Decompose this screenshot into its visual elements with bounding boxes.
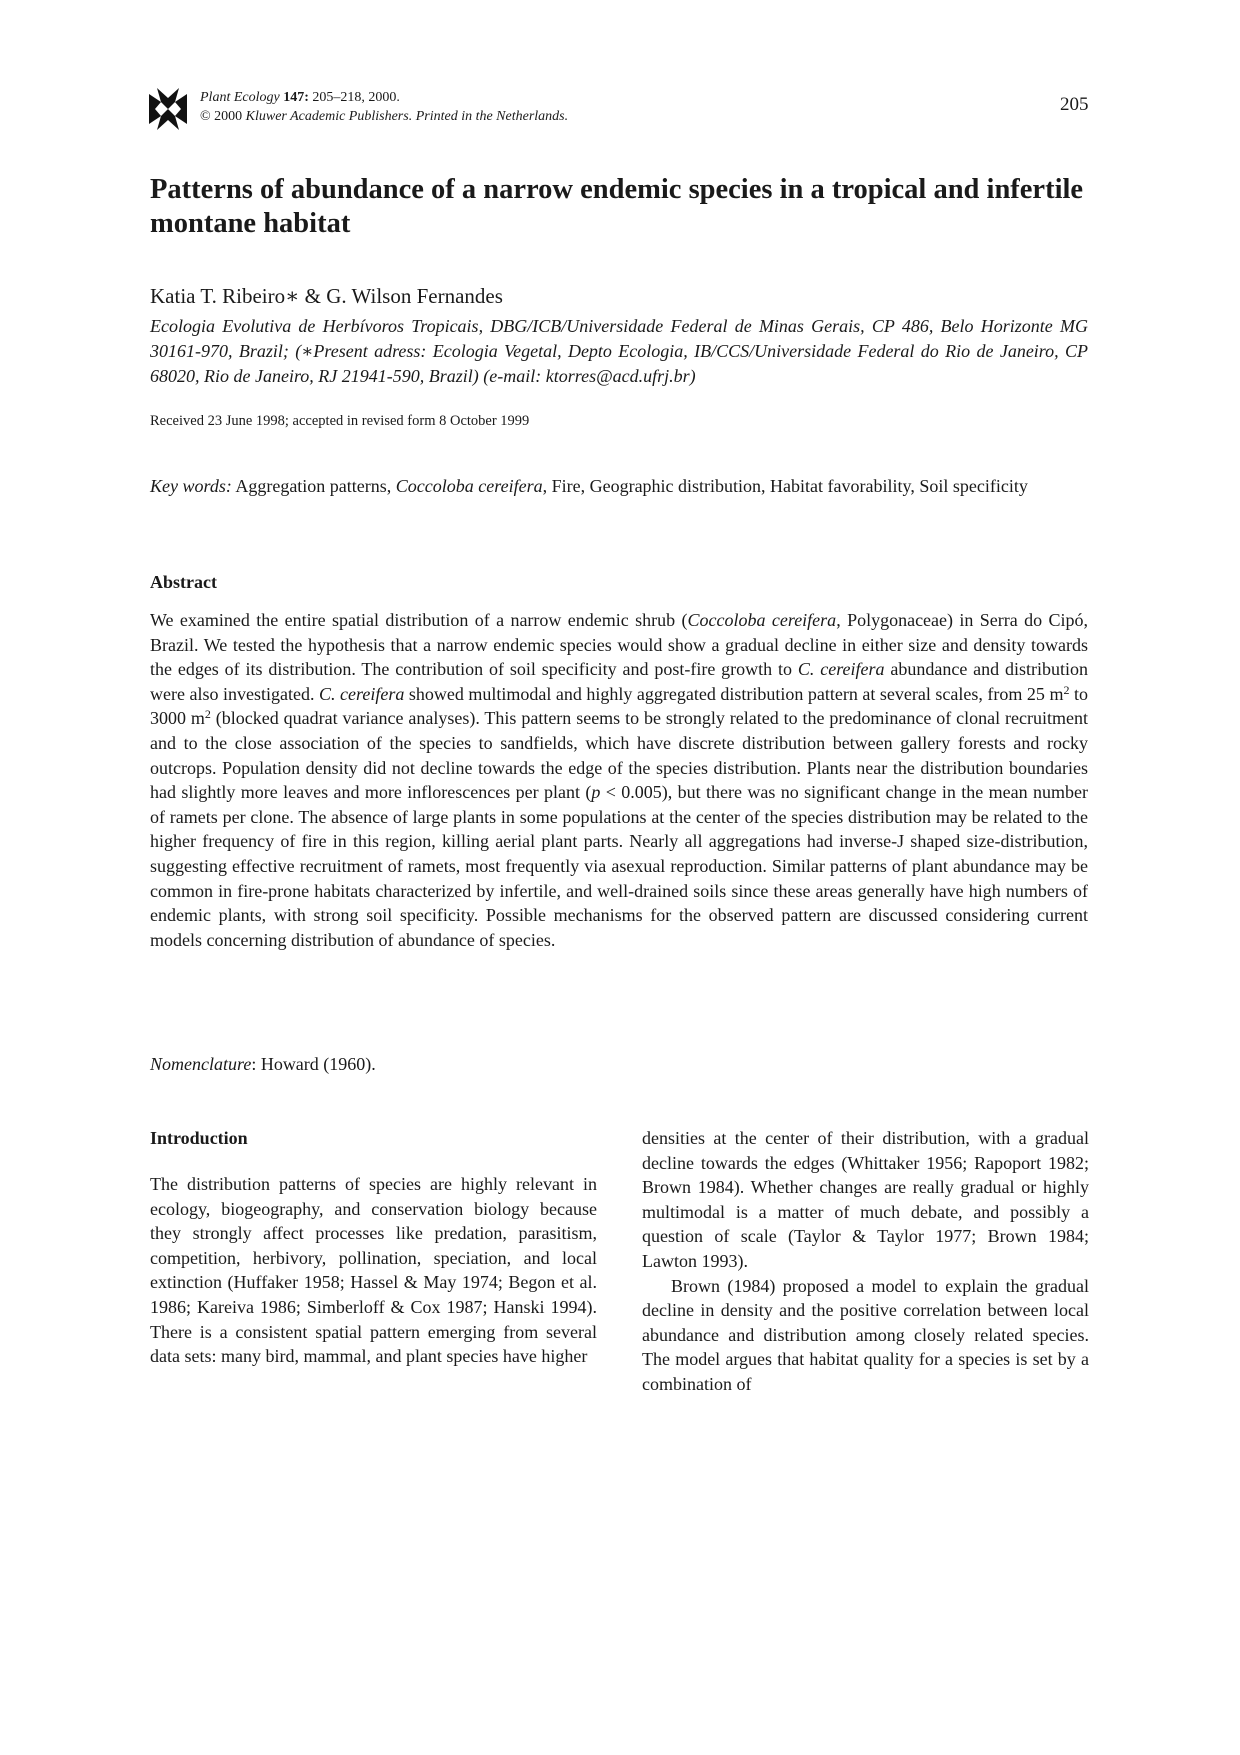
abstract-species: C. cereifera [319,683,405,704]
journal-citation [200,88,568,126]
p-value-symbol: p [591,782,601,803]
journal-volume: 147: [283,90,309,105]
abstract-text: , Polygonaceae) in Serra do Cipó, Brazil. We tested the hypothesis that a narrow endemic species would show a gradual decline in either size and density towards the edges of its distribution. The contribution of soil specificity and post-fire growth to [150,610,1088,680]
copyright-line [200,107,568,126]
journal-name: Plant Ecology [200,90,280,105]
abstract-text: to 3000 m [150,683,1088,729]
introduction-left-column: The distribution patterns of species are highly relevant in ecology, biogeography, and conservation biology because they strongly affect processes like predation, parasitism, competition, herbivory, pollination, speciation, and local extinction (Huffaker 1958; Hassel & May 1974; Begon et al. 1986; Kareiva 1986; Simberloff & Cox 1987; Hanski 1994). There is a consistent spatial pattern emerging from several data sets: many bird, mammal, and plant species have higher [150,1174,597,1367]
keywords-label: Key words: [150,476,232,496]
introduction-heading: Introduction [150,1128,248,1148]
keywords-text: Aggregation patterns, [231,476,396,496]
superscript: 2 [204,707,211,722]
nomenclature-text: : Howard (1960). [251,1054,376,1074]
abstract-text: showed multimodal and highly aggregated distribution pattern at several scales, from 25 m [404,683,1064,704]
paragraph: densities at the center of their distribution, with a gradual decline towards the edges (Whittaker 1956; Rapoport 1982; Brown 1984). Whether changes are really gradual or highly multimodal is a matter of much debate, and possibly a question of scale (Taylor & Taylor 1977; Brown 1984; Lawton 1993). [642,1128,1089,1271]
introduction-right-column [642,1126,1089,1397]
abstract-text: (blocked quadrat variance analyses). This pattern seems to be strongly related to the predominance of clonal recruitment and to the close association of the species to sandfields, which have discrete distribution between gallery forests and rocky outcrops. Population density did not decline towards the edge of the species distribution. Plants near the distribution boundaries had slightly more leaves and more inflorescences per plant ( [150,708,1088,803]
citation-line [200,88,568,107]
abstract-text: < 0.005), but there was no significant change in the mean number of ramets per clone. The absence of large plants in some populations at the center of the species distribution may be related to the higher frequency of fire in this region, killing aerial plant parts. Nearly all aggregations had inverse-J shaped size-distribution, suggesting effective recruitment of ramets, most frequently via asexual reproduction. Similar patterns of plant abundance may be common in fire-prone habitats characterized by infertile, and well-drained soils since these areas generally have high numbers of endemic plants, with strong soil specificity. Possible mechanisms for the observed pattern are discussed considering current models concerning distribution of abundance of species. [150,782,1088,950]
abstract-text: We examined the entire spatial distribution of a narrow endemic shrub ( [150,610,688,630]
received-dates: Received 23 June 1998; accepted in revised form 8 October 1999 [150,413,530,429]
paragraph: Brown (1984) proposed a model to explain the gradual decline in density and the positive correlation between local abundance and distribution among closely related species. The model argues that habitat quality for a species is set by a combination of [642,1275,1089,1394]
journal-pages-year: 205–218, 2000. [308,90,400,105]
page-number: 205 [1060,94,1089,115]
keywords [150,474,1088,499]
publisher: Kluwer Academic Publishers. Printed in the Netherlands. [245,109,569,124]
abstract-heading: Abstract [150,572,217,592]
copyright: © 2000 [200,109,246,124]
abstract-body [150,608,1088,952]
keywords-text: , Fire, Geographic distribution, Habitat favorability, Soil specificity [542,476,1028,496]
nomenclature [150,1054,376,1075]
publisher-logo [149,88,187,130]
affiliation: Ecologia Evolutiva de Herbívoros Tropicais, DBG/ICB/Universidade Federal de Minas Gerais, CP 486, Belo Horizonte MG 30161-970, Brazil; (∗Present adress: Ecologia Vegetal, Depto Ecologia, IB/CCS/Universidade Federal do Rio de Janeiro, CP 68020, Rio de Janeiro, RJ 21941-590, Brazil) (e-mail: ktorres@acd.ufrj.br) [150,316,1088,386]
abstract-species: C. cereifera [797,659,885,680]
nomenclature-label: Nomenclature [150,1054,252,1074]
abstract-text: abundance and distribution were also investigated. [150,659,1089,704]
keywords-species: Coccoloba cereifera [395,476,543,496]
superscript: 2 [1063,682,1070,697]
paper-title: Patterns of abundance of a narrow endemic species in a tropical and infertile montane habitat [150,174,1084,239]
authors: Katia T. Ribeiro∗ & G. Wilson Fernandes [150,284,503,308]
abstract-species: Coccoloba cereifera [687,610,837,630]
